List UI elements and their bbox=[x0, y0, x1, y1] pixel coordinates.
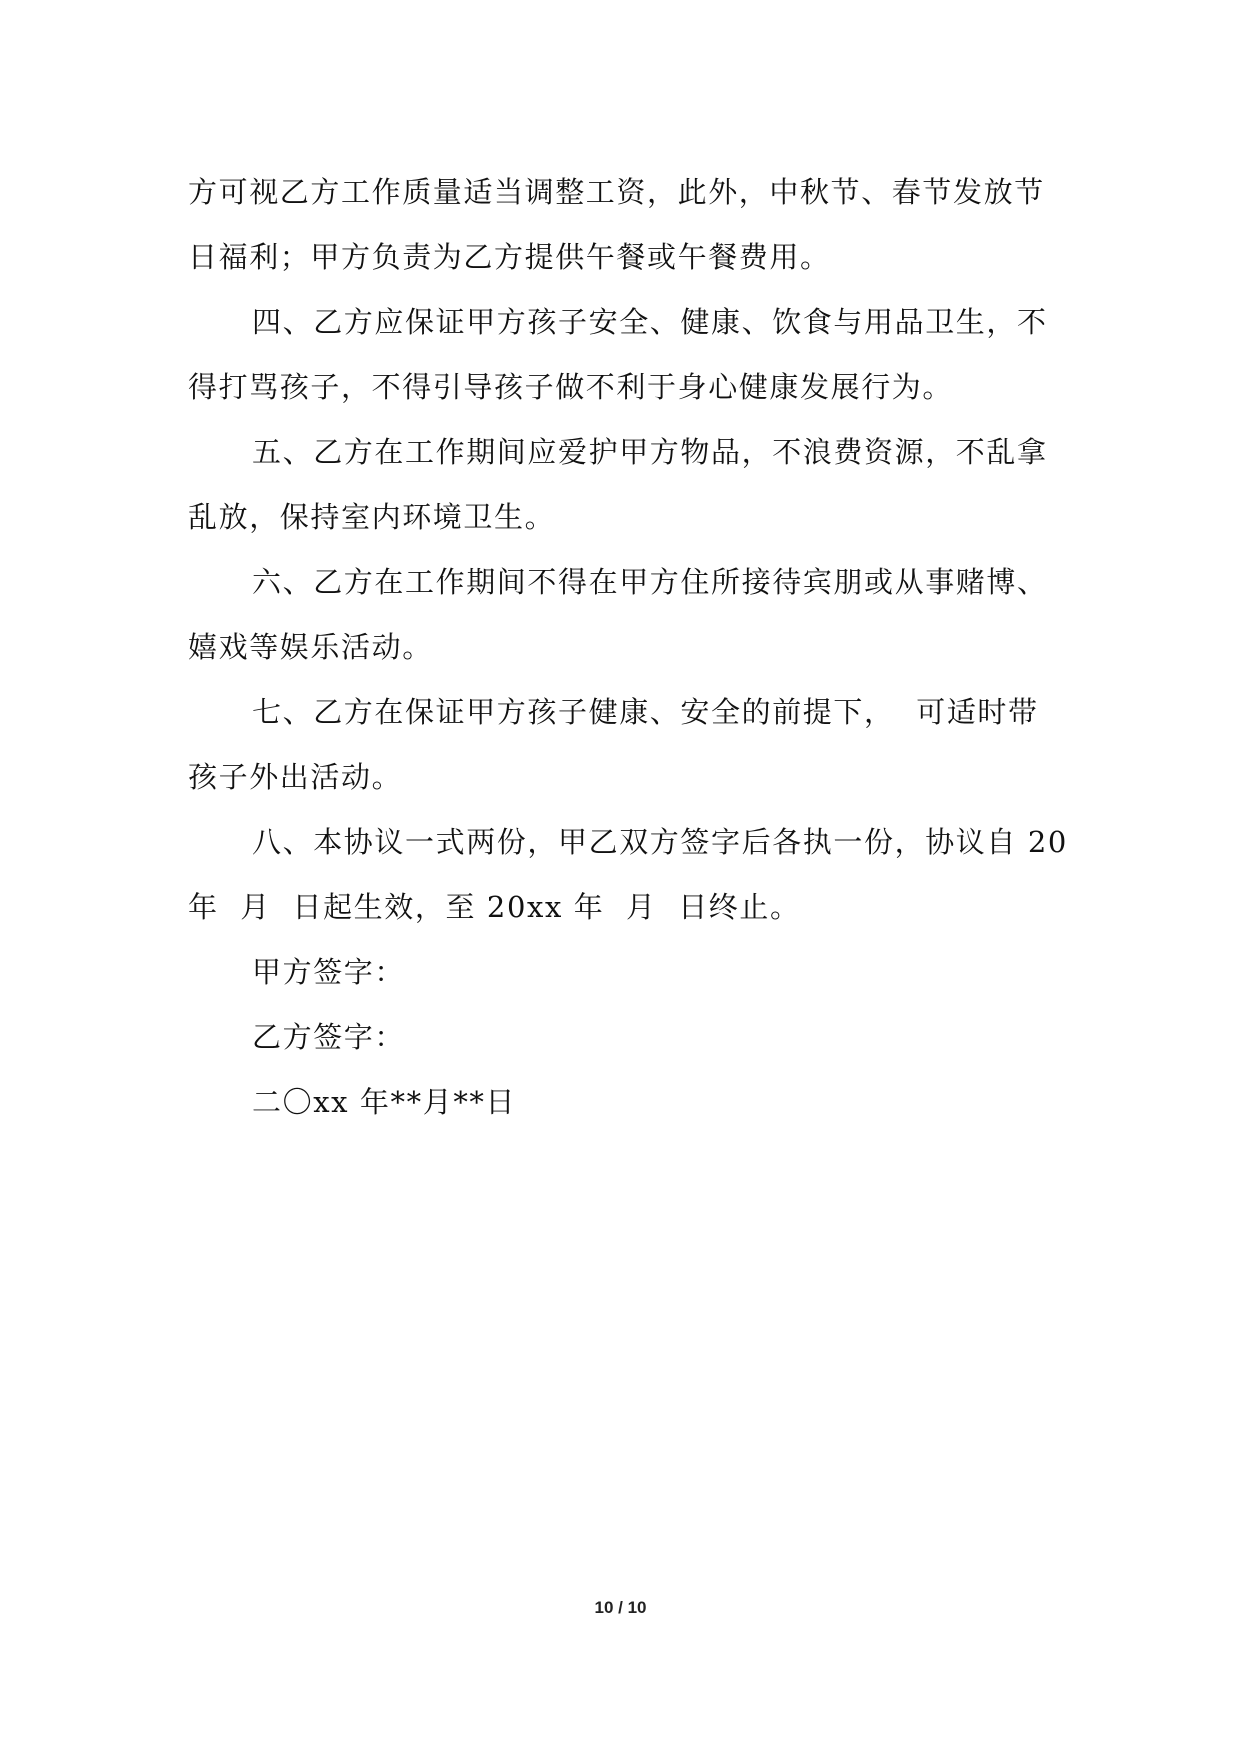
text-line: 得打骂孩子，不得引导孩子做不利于身心健康发展行为。 bbox=[188, 370, 954, 404]
text-line: 日福利；甲方负责为乙方提供午餐或午餐费用。 bbox=[188, 240, 831, 274]
clause-4-line: 四、乙方应保证甲方孩子安全、健康、饮食与用品卫生，不 bbox=[252, 305, 1048, 339]
text-line: 年 月 日起生效，至 20xx 年 月 日终止。 bbox=[188, 890, 801, 924]
clause-8-line: 八、本协议一式两份，甲乙双方签字后各执一份，协议自 20 bbox=[252, 825, 1068, 859]
text-line: 孩子外出活动。 bbox=[188, 760, 403, 794]
signing-date: 二〇xx 年**月**日 bbox=[252, 1085, 517, 1119]
text-line: 嬉戏等娱乐活动。 bbox=[188, 630, 433, 664]
clause-7-line: 七、乙方在保证甲方孩子健康、安全的前提下， 可适时带 bbox=[252, 695, 1039, 729]
text-line: 方可视乙方工作质量适当调整工资，此外，中秋节、春节发放节 bbox=[188, 175, 1045, 209]
document-body bbox=[188, 160, 1068, 1135]
clause-6-line: 六、乙方在工作期间不得在甲方住所接待宾朋或从事赌博、 bbox=[252, 565, 1048, 599]
party-a-signature-label: 甲方签字： bbox=[252, 955, 406, 989]
text-line: 乱放，保持室内环境卫生。 bbox=[188, 500, 556, 534]
clause-5-line: 五、乙方在工作期间应爱护甲方物品，不浪费资源，不乱拿 bbox=[252, 435, 1048, 469]
party-b-signature-label: 乙方签字： bbox=[252, 1020, 406, 1054]
page-number: 10 / 10 bbox=[594, 1598, 647, 1617]
